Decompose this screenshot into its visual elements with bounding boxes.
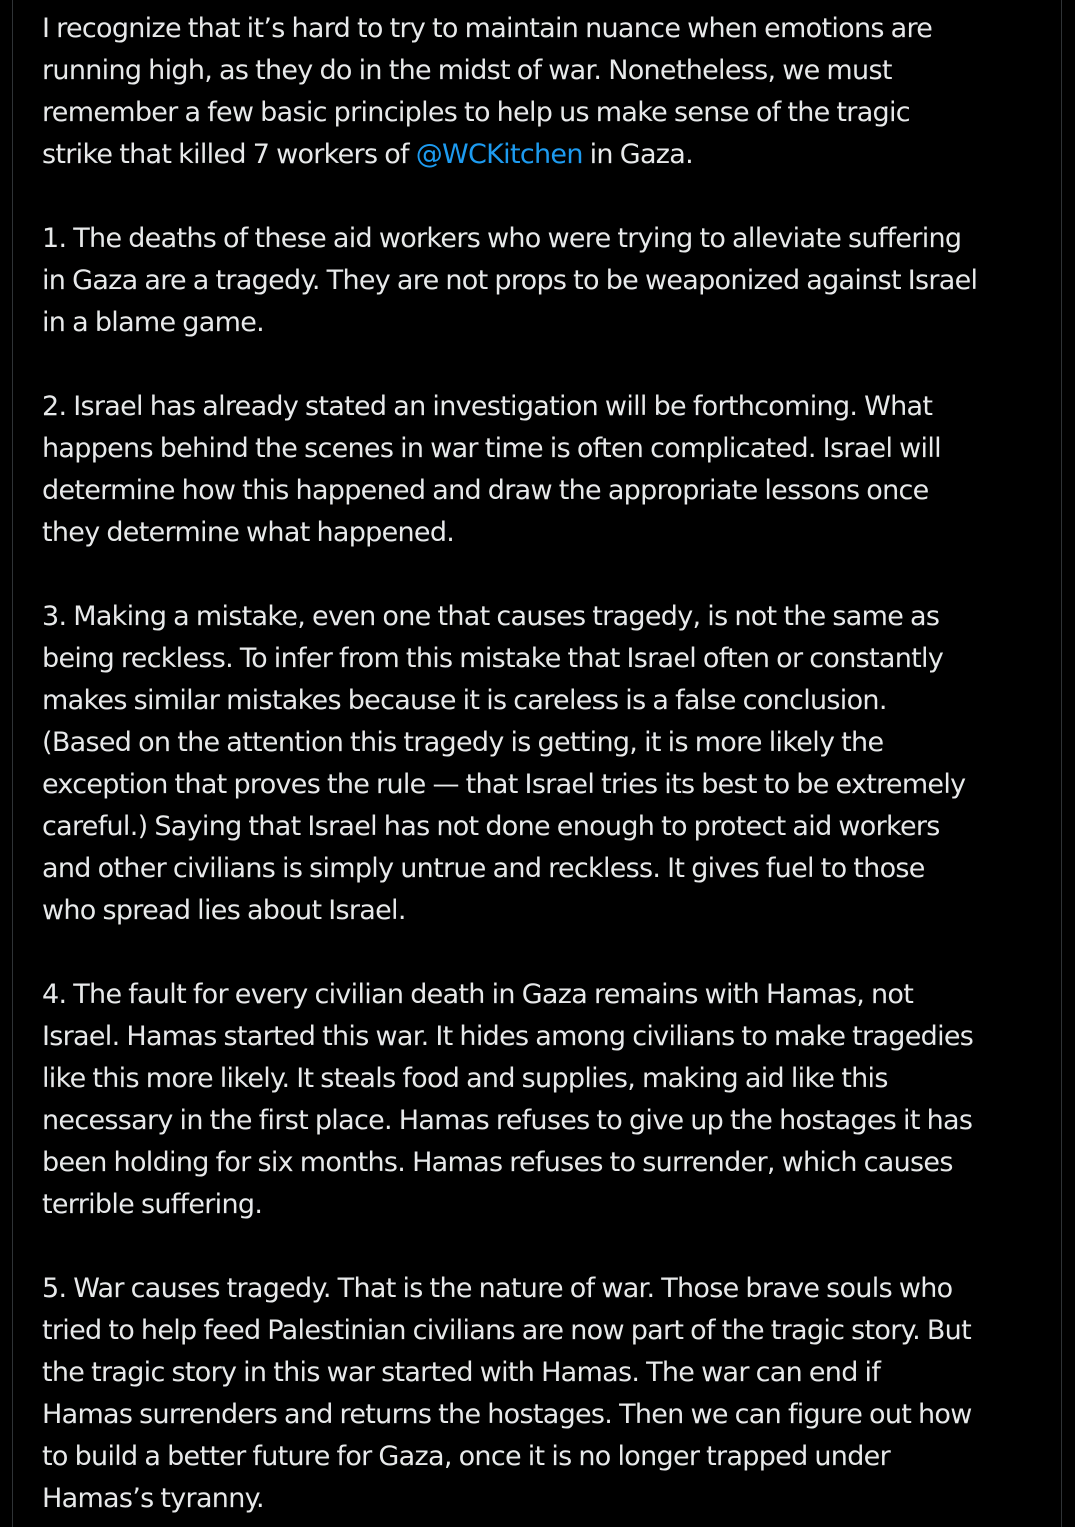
- text-line: who spread lies about Israel.: [42, 895, 406, 926]
- text-line: 3. Making a mistake, even one that causes tragedy, is not the same as: [42, 601, 940, 632]
- text-line: 4. The fault for every civilian death in Gaza remains with Hamas, not: [42, 979, 914, 1010]
- text-line: to build a better future for Gaza, once it is no longer trapped under: [42, 1441, 890, 1472]
- text-line: been holding for six months. Hamas refuses to surrender, which causes: [42, 1147, 953, 1178]
- text-line: (Based on the attention this tragedy is getting, it is more likely the: [42, 727, 884, 758]
- text-line: Hamas surrenders and returns the hostages. Then we can figure out how: [42, 1399, 972, 1430]
- text-line: Hamas’s tyranny.: [42, 1483, 264, 1514]
- text-line: running high, as they do in the midst of war. Nonetheless, we must: [42, 55, 892, 86]
- text-line: exception that proves the rule — that Israel tries its best to be extremely: [42, 769, 966, 800]
- mention-link-wckitchen[interactable]: @WCKitchen: [415, 139, 583, 170]
- intro-paragraph: [42, 8, 1042, 176]
- text-line: they determine what happened.: [42, 517, 455, 548]
- text-line: [42, 134, 1042, 176]
- text-line: being reckless. To infer from this mistake that Israel often or constantly: [42, 643, 944, 674]
- text-line: tried to help feed Palestinian civilians are now part of the tragic story. But: [42, 1315, 971, 1346]
- text-segment: in Gaza.: [582, 139, 693, 170]
- text-segment: strike that killed 7 workers of: [42, 139, 416, 170]
- text-line: happens behind the scenes in war time is often complicated. Israel will: [42, 433, 941, 464]
- text-line: 1. The deaths of these aid workers who were trying to alleviate suffering: [42, 223, 962, 254]
- text-line: determine how this happened and draw the appropriate lessons once: [42, 475, 929, 506]
- text-line: like this more likely. It steals food and supplies, making aid like this: [42, 1063, 888, 1094]
- text-line: terrible suffering.: [42, 1189, 263, 1220]
- text-line: in Gaza are a tragedy. They are not props to be weaponized against Israel: [42, 265, 978, 296]
- point-4-paragraph: [42, 974, 1042, 1226]
- post-container: [12, 0, 1062, 1527]
- text-line: 2. Israel has already stated an investigation will be forthcoming. What: [42, 391, 933, 422]
- text-line: and other civilians is simply untrue and reckless. It gives fuel to those: [42, 853, 925, 884]
- point-3-paragraph: [42, 596, 1042, 932]
- text-line: Israel. Hamas started this war. It hides among civilians to make tragedies: [42, 1021, 974, 1052]
- text-line: I recognize that it’s hard to try to maintain nuance when emotions are: [42, 13, 933, 44]
- point-5-paragraph: [42, 1268, 1042, 1520]
- text-line: the tragic story in this war started with Hamas. The war can end if: [42, 1357, 881, 1388]
- text-line: necessary in the first place. Hamas refuses to give up the hostages it has: [42, 1105, 973, 1136]
- point-1-paragraph: [42, 218, 1042, 344]
- text-line: 5. War causes tragedy. That is the nature of war. Those brave souls who: [42, 1273, 953, 1304]
- text-line: careful.) Saying that Israel has not done enough to protect aid workers: [42, 811, 940, 842]
- text-line: makes similar mistakes because it is careless is a false conclusion.: [42, 685, 887, 716]
- post-text: [42, 8, 1042, 1520]
- text-line: in a blame game.: [42, 307, 264, 338]
- text-line: remember a few basic principles to help us make sense of the tragic: [42, 97, 910, 128]
- point-2-paragraph: [42, 386, 1042, 554]
